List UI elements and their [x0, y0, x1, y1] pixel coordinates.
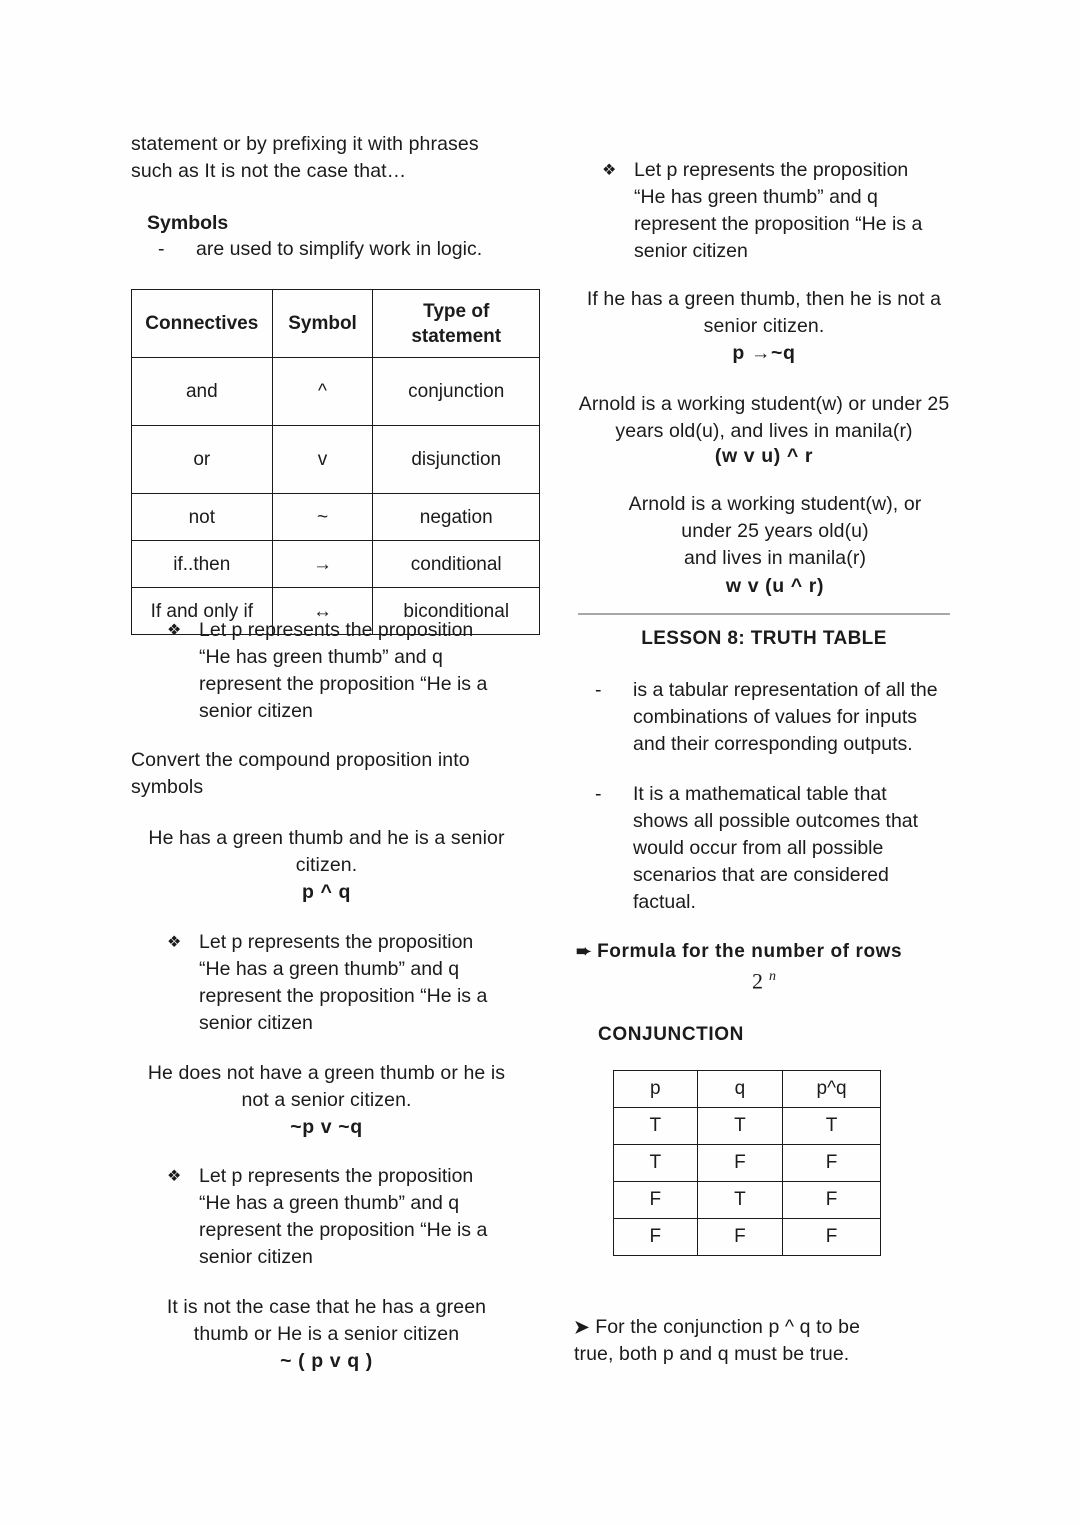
cell-symbol: ~	[272, 494, 373, 541]
cell-p: F	[614, 1219, 698, 1256]
example-6-statement	[600, 491, 950, 572]
example-2-symbolic: ~p v ~q	[290, 1116, 363, 1138]
diamond-bullet-icon: ❖	[167, 934, 182, 951]
header-q: q	[697, 1071, 783, 1108]
example-6-statement-line2: under 25 years old(u)	[681, 520, 869, 542]
cell-connective: not	[132, 494, 273, 541]
definition-text: It is a mathematical table that shows all possible outcomes that would occur from all possible scenarios that are considered factual.	[633, 783, 919, 913]
example-1-statement-line1: He has a green thumb and he is a senior	[148, 827, 505, 849]
example-1-bullet	[167, 617, 497, 725]
example-4-bullet	[602, 157, 932, 265]
example-4-statement-line1: If he has a green thumb, then he is not a	[586, 288, 942, 310]
example-1-symbolic: p ^ q	[301, 881, 352, 903]
table-row	[132, 494, 540, 541]
symbols-description-text: are used to simplify work in logic.	[196, 238, 483, 260]
example-5-statement	[573, 391, 955, 445]
conclusion-line1: For the conjunction p ^ q to be	[595, 1316, 861, 1338]
example-6-symbolic: w v (u ^ r)	[725, 575, 825, 597]
table-header-row	[132, 290, 540, 358]
diamond-bullet-icon: ❖	[602, 162, 617, 179]
diamond-bullet-icon: ❖	[167, 1168, 182, 1185]
example-3-statement	[139, 1294, 514, 1348]
example-3-bullet	[167, 1163, 497, 1271]
example-3-symbolic: ~ ( p v q )	[280, 1350, 373, 1372]
table-row	[132, 426, 540, 494]
cell-q: F	[697, 1219, 783, 1256]
cell-q: F	[697, 1145, 783, 1182]
table-row	[614, 1219, 881, 1256]
example-1-instruction: Convert the compound proposition into symbols	[131, 749, 470, 798]
cell-type: biconditional	[373, 588, 540, 635]
example-6-statement-line1: Arnold is a working student(w), or	[628, 493, 922, 515]
symbols-description-item	[158, 236, 538, 263]
cell-p: F	[614, 1182, 698, 1219]
definition-item	[595, 781, 945, 916]
example-4-bullet-text: Let p represents the proposition “He has green thumb” and q represent the proposition “He is a senior citizen	[634, 159, 923, 262]
header-type-line2: statement	[411, 325, 502, 347]
cell-result: F	[783, 1219, 881, 1256]
formula-exponent: n	[769, 969, 776, 984]
example-5-symbolic: (w v u) ^ r	[714, 445, 814, 467]
definition-item	[595, 677, 945, 758]
example-2-bullet-text: Let p represents the proposition “He has a green thumb” and q represent the proposition “He is a senior citizen	[199, 931, 488, 1034]
table-row	[132, 541, 540, 588]
header-symbol: Symbol	[272, 290, 373, 358]
header-p-and-q: p^q	[783, 1071, 881, 1108]
cell-connective: and	[132, 358, 273, 426]
table-header-row	[614, 1071, 881, 1108]
cell-connective: if..then	[132, 541, 273, 588]
cell-p: T	[614, 1108, 698, 1145]
formula-heading: Formula for the number of rows	[597, 941, 903, 962]
cell-result: T	[783, 1108, 881, 1145]
cell-type: conditional	[373, 541, 540, 588]
example-4-symbolic: p →~q	[732, 342, 796, 364]
dash-bullet-icon: -	[595, 679, 602, 701]
conclusion-note	[574, 1314, 914, 1368]
lesson-title: LESSON 8: TRUTH TABLE	[641, 628, 887, 649]
example-4-statement	[578, 286, 950, 340]
example-6-statement-line3: and lives in manila(r)	[683, 547, 867, 569]
header-p: p	[614, 1071, 698, 1108]
arrow-bullet-icon: ➨	[576, 941, 592, 961]
cell-symbol: v	[272, 426, 373, 494]
conclusion-line2: true, both p and q must be true.	[574, 1343, 850, 1365]
intro-paragraph: statement or by prefixing it with phrases such as It is not the case that…	[131, 133, 479, 182]
example-3-statement-line2: thumb or He is a senior citizen	[193, 1323, 460, 1345]
cell-symbol: ^	[272, 358, 373, 426]
formula-base: 2	[752, 968, 763, 994]
example-5-statement-line2: years old(u), and lives in manila(r)	[615, 420, 913, 442]
rows-formula	[578, 963, 950, 995]
cell-type: conjunction	[373, 358, 540, 426]
example-3-statement-line1: It is not the case that he has a green	[166, 1296, 487, 1318]
arrowhead-bullet-icon: ➤	[574, 1317, 590, 1337]
example-2-statement	[139, 1060, 514, 1114]
conjunction-heading: CONJUNCTION	[598, 1024, 744, 1045]
cell-result: F	[783, 1182, 881, 1219]
cell-type: negation	[373, 494, 540, 541]
formula-heading-row	[576, 938, 948, 965]
cell-connective: or	[132, 426, 273, 494]
cell-type: disjunction	[373, 426, 540, 494]
dash-bullet-icon: -	[158, 238, 165, 260]
definition-text: is a tabular representation of all the combinations of values for inputs and their corresponding outputs.	[633, 679, 938, 755]
conjunction-truth-table	[613, 1070, 881, 1256]
cell-result: F	[783, 1145, 881, 1182]
example-4-statement-line2: senior citizen.	[703, 315, 825, 337]
example-2-statement-line1: He does not have a green thumb or he is	[147, 1062, 506, 1084]
example-2-statement-line2: not a senior citizen.	[241, 1089, 412, 1111]
connectives-symbol-table	[131, 289, 540, 635]
example-1-statement	[139, 825, 514, 879]
example-1-bullet-text: Let p represents the proposition “He has green thumb” and q represent the proposition “He is a senior citizen	[199, 619, 488, 722]
header-type-of-statement	[373, 290, 540, 358]
table-row	[614, 1108, 881, 1145]
table-row	[614, 1145, 881, 1182]
table-row	[132, 358, 540, 426]
header-connectives: Connectives	[132, 290, 273, 358]
header-type-line1: Type of	[423, 300, 490, 322]
table-row	[614, 1182, 881, 1219]
example-1-statement-line2: citizen.	[295, 854, 358, 876]
example-2-bullet	[167, 929, 497, 1037]
cell-p: T	[614, 1145, 698, 1182]
cell-symbol: ↔	[272, 588, 373, 635]
symbols-heading: Symbols	[147, 212, 229, 234]
section-divider	[578, 613, 950, 615]
example-3-bullet-text: Let p represents the proposition “He has a green thumb” and q represent the proposition “He is a senior citizen	[199, 1165, 488, 1268]
cell-q: T	[697, 1108, 783, 1145]
cell-symbol: →	[272, 541, 373, 588]
diamond-bullet-icon: ❖	[167, 622, 182, 639]
example-5-statement-line1: Arnold is a working student(w) or under 25	[578, 393, 950, 415]
dash-bullet-icon: -	[595, 783, 602, 805]
cell-connective: If and only if	[132, 588, 273, 635]
cell-q: T	[697, 1182, 783, 1219]
